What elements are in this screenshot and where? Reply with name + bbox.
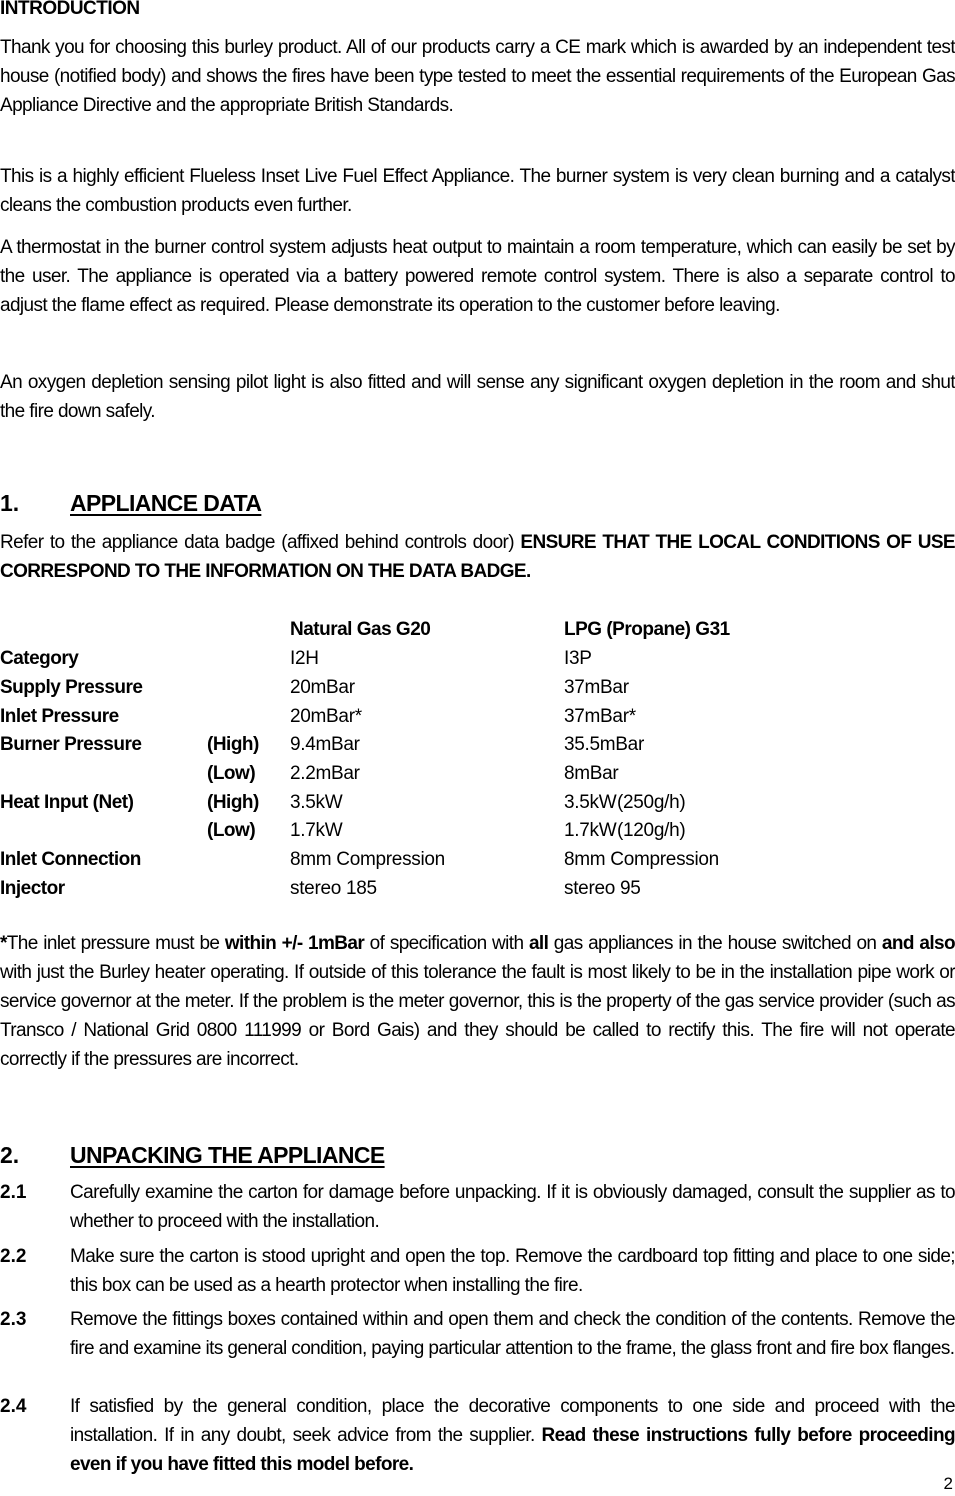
row-sublabel: (High) [207,792,259,813]
note-text: gas appliances in the house switched on [548,933,882,954]
lpg-value: 35.5mBar [564,734,644,755]
section-1-intro-warning: ENSURE THAT THE LOCAL CONDITIONS OF USE CORRESPOND TO THE INFORMATION ON THE DATA BADGE. [0,532,955,582]
natural-gas-value: stereo 185 [290,878,377,899]
note-text: The inlet pressure must be [6,933,225,954]
intro-paragraph-4: An oxygen depletion sensing pilot light is also fitted and will sense any significant oxygen depletion in the room and shut the fire down safely. [0,372,955,422]
item-number: 2.1 [0,1182,27,1203]
section-1-title: APPLIANCE DATA [70,490,262,516]
item-text: Make sure the carton is stood upright and open the top. Remove the cardboard top fitting and place to one side; this box can be used as a hearth protector when installing the fire. [70,1246,955,1296]
item-text: Carefully examine the carton for damage before unpacking. If it is obviously damaged, consult the supplier as to whether to proceed with the installation. [70,1182,955,1232]
row-label: Supply Pressure [0,677,143,698]
column-header-natural-gas: Natural Gas G20 [290,619,431,640]
note-text: with just the Burley heater operating. If outside of this tolerance the fault is most likely to be in the installation pipe work or service governor at the meter. If the problem is the meter governor, this is the property of the gas service provider (such as Transco / National Grid 0800 111999 or Bord Gais) and they should be called to rectify this. The fire will not operate correctly if the pressures are incorrect. [0,962,955,1070]
row-label: Category [0,648,79,669]
item-number: 2.3 [0,1309,27,1330]
natural-gas-value: 20mBar* [290,706,362,727]
section-1-intro-text: Refer to the appliance data badge (affixed behind controls door) [0,532,521,553]
lpg-value: stereo 95 [564,878,641,899]
note-emphasis: within +/- 1mBar [224,933,365,954]
natural-gas-value: 8mm Compression [290,849,445,870]
note-emphasis: all [528,933,549,954]
item-text [70,1392,955,1479]
intro-paragraph-1: Thank you for choosing this burley product. All of our products carry a CE mark which is awarded by an independent test house (notified body) and shows the fires have been type tested to meet the essential requirements of the European Gas Appliance Directive and the appropriate British Standards. [0,37,955,116]
section-1-intro [0,528,955,586]
row-sublabel: (Low) [207,763,256,784]
item-emphasis: Read these instructions fully before proceeding even if you have fitted this model before. [70,1425,955,1475]
row-sublabel: (High) [207,734,259,755]
item-number: 2.4 [0,1396,27,1417]
note-emphasis: and also [881,933,955,954]
lpg-value: 3.5kW [564,792,617,813]
item-text: Remove the fittings boxes contained within and open them and check the condition of the contents. Remove the fire and examine its general condition, paying particular attention to the frame, the glass front and fire box flanges. [70,1309,955,1359]
item-number: 2.2 [0,1246,27,1267]
intro-paragraph-2: This is a highly efficient Flueless Inset Live Fuel Effect Appliance. The burner system is very clean burning and a catalyst cleans the combustion products even further. [0,166,955,216]
lpg-value: I3P [564,648,592,669]
natural-gas-value: 3.5kW [290,792,343,813]
row-label: Injector [0,878,65,899]
item-body: If satisfied by the general condition, place the decorative components to one side and proceed with the installation. If in any doubt, seek advice from the supplier. [70,1396,955,1446]
section-2-number: 2. [0,1142,20,1168]
column-header-lpg: LPG (Propane) G31 [564,619,730,640]
lpg-value: 37mBar* [564,706,636,727]
inlet-pressure-note [0,929,955,1074]
row-label: Inlet Connection [0,849,141,870]
row-sublabel: (Low) [207,820,256,841]
natural-gas-value: 20mBar [290,677,355,698]
lpg-value: 37mBar [564,677,629,698]
intro-paragraph-3: A thermostat in the burner control system adjusts heat output to maintain a room temperature, which can easily be set by the user. The appliance is operated via a battery powered remote control system. There is also a separate control to adjust the flame effect as required. Please demonstrate its operation to the customer before leaving. [0,237,955,316]
intro-heading: INTRODUCTION [0,0,140,19]
row-label: Inlet Pressure [0,706,119,727]
natural-gas-value: 2.2mBar [290,763,360,784]
page-number: 2 [943,1474,953,1493]
note-text: of specification with [364,933,529,954]
row-label: Heat Input (Net) [0,792,134,813]
lpg-flow-rate: (250g/h) [617,792,686,813]
lpg-value: 8mm Compression [564,849,719,870]
lpg-value: 8mBar [564,763,619,784]
section-1-number: 1. [0,490,20,516]
natural-gas-value: 9.4mBar [290,734,360,755]
natural-gas-value: I2H [290,648,319,669]
footnote-marker: * [0,933,7,954]
natural-gas-value: 1.7kW [290,820,343,841]
lpg-value: 1.7kW [564,820,617,841]
row-label: Burner Pressure [0,734,142,755]
section-2-title: UNPACKING THE APPLIANCE [70,1142,385,1168]
lpg-flow-rate: (120g/h) [617,820,686,841]
